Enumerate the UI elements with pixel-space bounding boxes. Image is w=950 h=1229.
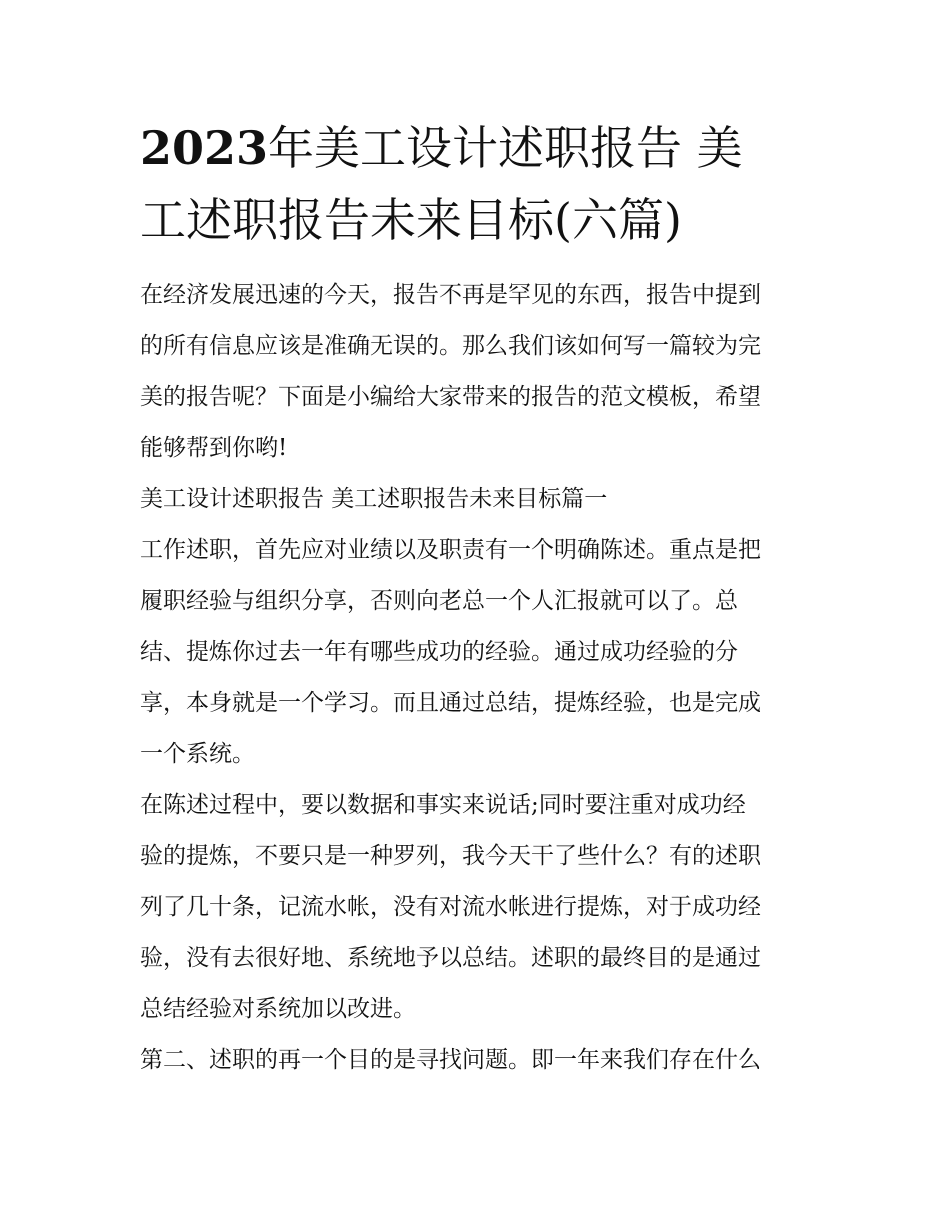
title-line-1: [140, 112, 812, 184]
intro-paragraph: [140, 270, 812, 474]
document-page: [140, 112, 812, 1086]
body-paragraph-2: [140, 780, 812, 1035]
text-line: 的所有信息应该是准确无误的。那么我们该如何写一篇较为完: [140, 333, 761, 359]
text-line: 列了几十条，记流水帐，没有对流水帐进行提炼，对于成功经: [140, 894, 761, 920]
text-line: 在经济发展迅速的今天，报告不再是罕见的东西，报告中提到: [140, 282, 761, 308]
text-line: 工作述职，首先应对业绩以及职责有一个明确陈述。重点是把: [140, 537, 761, 563]
text-line: 享，本身就是一个学习。而且通过总结，提炼经验，也是完成: [140, 690, 761, 716]
section-heading: [140, 474, 812, 525]
title-line-1-text: 年美工设计述职报告 美: [268, 121, 743, 175]
document-body: [140, 270, 812, 1086]
section-heading-text: 美工设计述职报告 美工述职报告未来目标篇一: [140, 486, 608, 512]
text-line: 总结经验对系统加以改进。: [140, 996, 416, 1022]
text-line: 一个系统。: [140, 741, 255, 767]
title-line-2: 工述职报告未来目标(六篇): [140, 193, 682, 247]
body-paragraph-3: [140, 1035, 812, 1086]
text-line: 能够帮到你哟!: [140, 435, 288, 461]
title-year: 2023: [140, 121, 269, 175]
body-paragraph-1: [140, 525, 812, 780]
text-line: 美的报告呢？下面是小编给大家带来的报告的范文模板，希望: [140, 384, 761, 410]
document-title: [140, 112, 812, 256]
text-line: 结、提炼你过去一年有哪些成功的经验。通过成功经验的分: [140, 639, 738, 665]
text-line: 第二、述职的再一个目的是寻找问题。即一年来我们存在什么: [140, 1047, 761, 1073]
text-line: 履职经验与组织分享，否则向老总一个人汇报就可以了。总: [140, 588, 738, 614]
text-line: 在陈述过程中，要以数据和事实来说话;同时要注重对成功经: [140, 792, 746, 818]
text-line: 验，没有去很好地、系统地予以总结。述职的最终目的是通过: [140, 945, 761, 971]
text-line: 验的提炼，不要只是一种罗列，我今天干了些什么？有的述职: [140, 843, 761, 869]
